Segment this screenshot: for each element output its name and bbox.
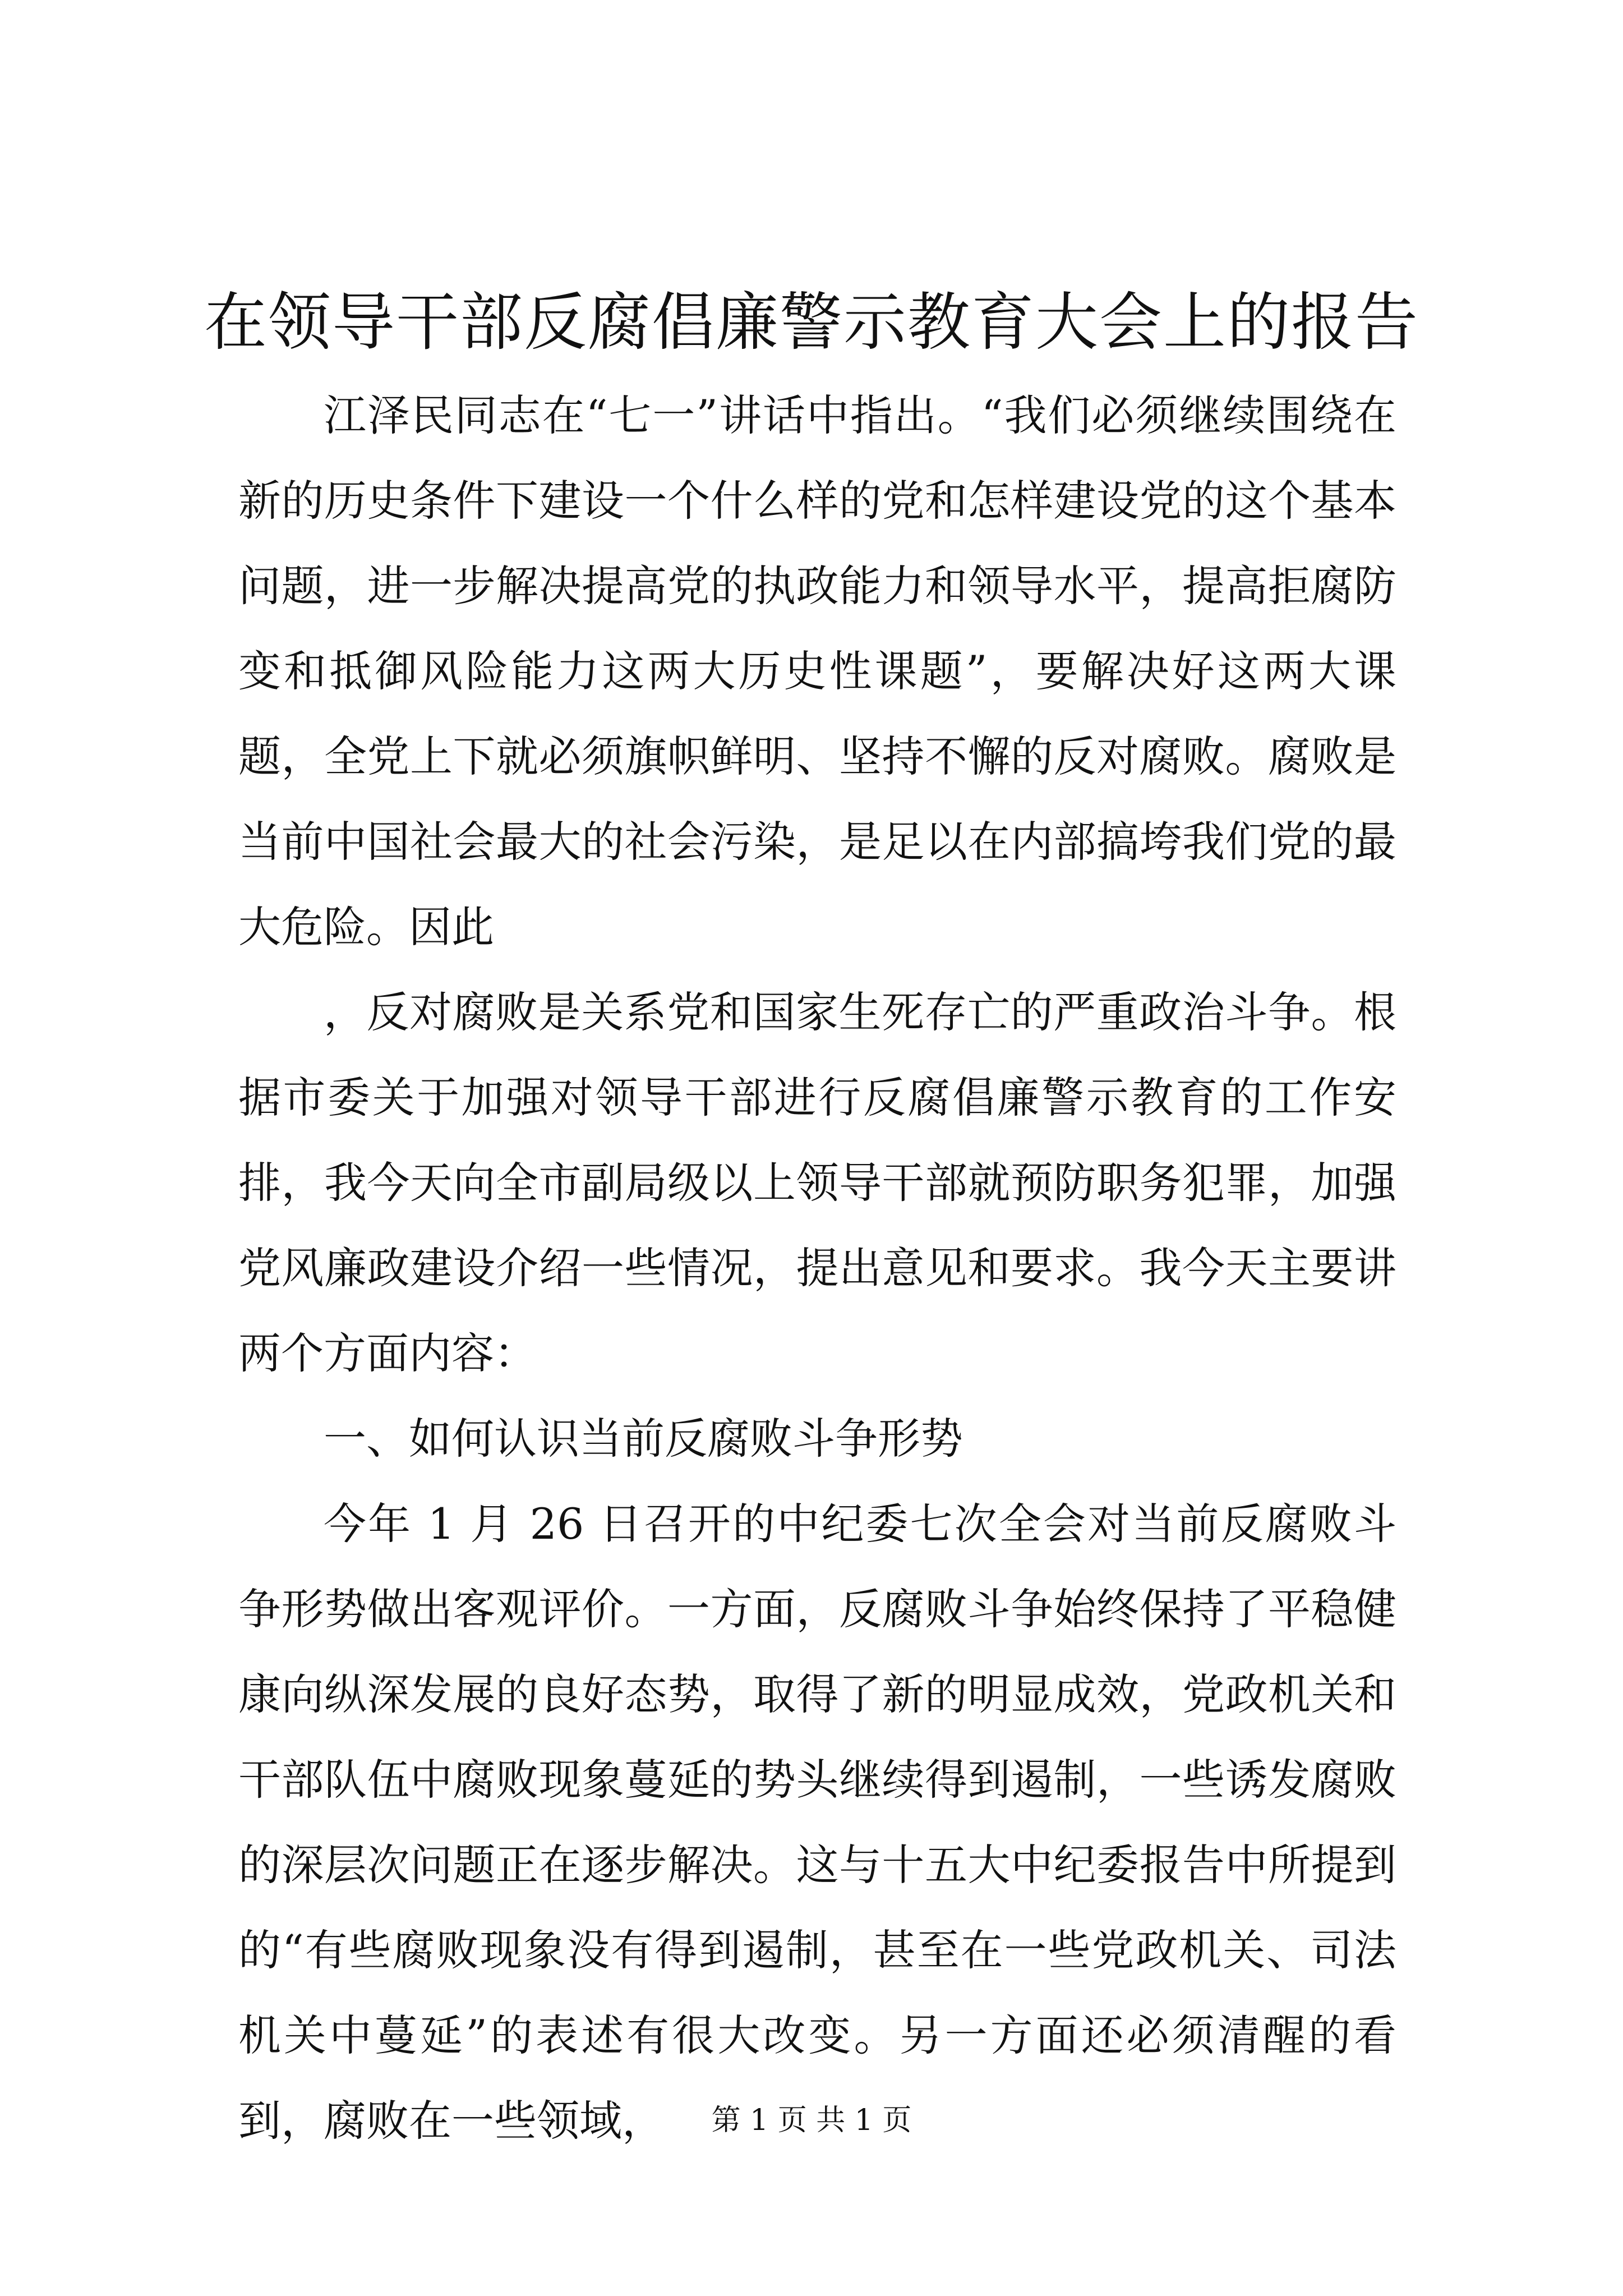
document-title: 在领导干部反腐倡廉警示教育大会上的报告 (204, 286, 1419, 359)
paragraph-3: 今年 1 月 26 日召开的中纪委七次全会对当前反腐败斗争形势做出客观评价。一方面，反腐败斗争始终保持了平稳健康向纵深发展的良好态势，取得了新的明显成效，党政机关和干部队伍中腐败现象蔓延的势头继续得到遏制，一些诱发腐败的深层次问题正在逐步解决。这与十五大中纪委报告中所提到的“有些腐败现象没有得到遏制，甚至在一些党政机关、司法机关中蔓延”的表述有很大改变。另一方面还必须清醒的看到，腐败在一些领域， (238, 1499, 1396, 2146)
section-heading: 一、如何认识当前反腐败斗争形势 (324, 1414, 963, 1464)
paragraph-1: 江泽民同志在“七一”讲话中指出。“我们必须继续围绕在新的历史条件下建设一个什么样的党和怎样建设党的这个基本问题，进一步解决提高党的执政能力和领导水平，提高拒腐防变和抵御风险能力这两大历史性课题”，要解决好这两大课题，全党上下就必须旗帜鲜明、坚持不懈的反对腐败。腐败是当前中国社会最大的社会污染，是足以在内部搞垮我们党的最大危险。因此 (238, 390, 1396, 952)
paragraph-2: ，反对腐败是关系党和国家生死存亡的严重政治斗争。根据市委关于加强对领导干部进行反腐倡廉警示教育的工作安排，我今天向全市副局级以上领导干部就预防职务犯罪，加强党风廉政建设介绍一些情况，提出意见和要求。我今天主要讲两个方面内容： (238, 987, 1396, 1378)
page-footer: 第 1 页 共 1 页 (711, 2104, 912, 2137)
document-body (238, 373, 1396, 2164)
